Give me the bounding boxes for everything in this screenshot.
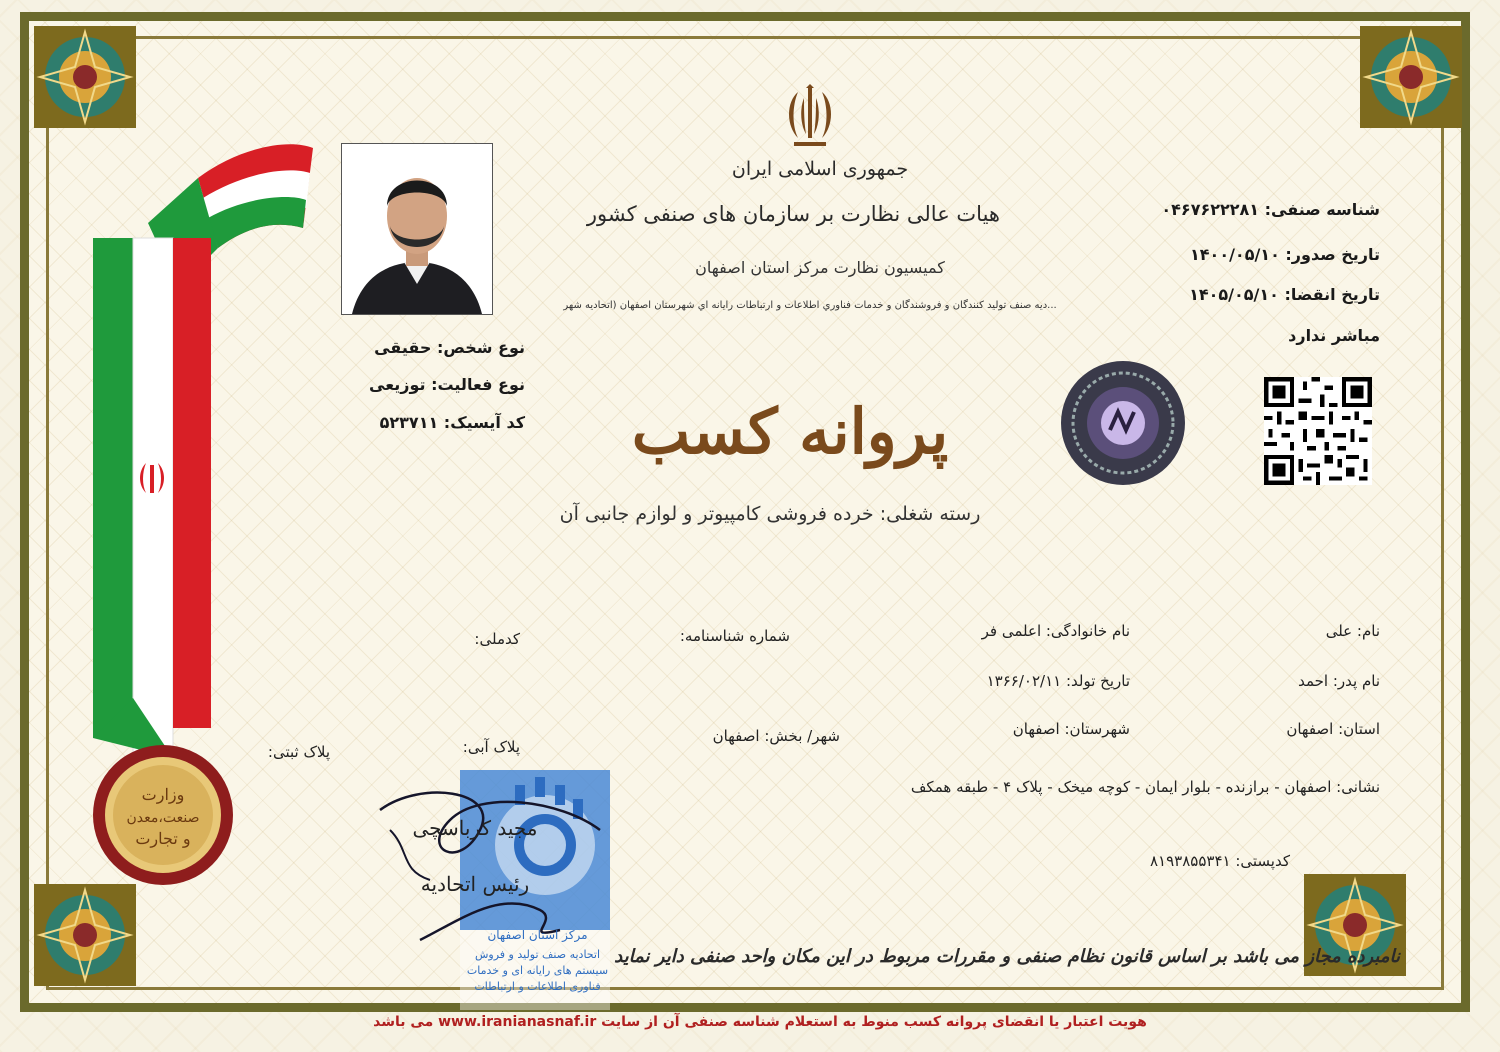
county-field: شهرستان: اصفهان (1012, 720, 1130, 738)
flag-ribbon-icon (88, 138, 328, 758)
ministry-seal-icon (88, 740, 238, 890)
stamp-text: مرکز استان اصفهان (487, 928, 588, 942)
national-emblem-icon (780, 84, 840, 148)
svg-text:و تجارت: و تجارت (135, 829, 191, 848)
qr-code-icon[interactable] (1264, 377, 1372, 485)
corner-ornament-icon (1356, 22, 1466, 132)
business-category: رسته شغلی: خرده فروشی کامپیوتر و لوازم جانبی آن (559, 503, 981, 525)
person-type: نوع شخص: حقیقی (374, 338, 525, 357)
signatory-name: مجید کرباسچی (412, 816, 538, 840)
legal-statement: نامبرده مجاز می باشد بر اساس قانون نظام صنفی و مقررات مربوط در این مکان واحد صنفی دایر نماید (614, 946, 1400, 967)
footer-notice[interactable]: هویت اعتبار یا انقضای پروانه کسب منوط به استعلام شناسه صنفی آن از سایت www.iranianasnaf.ir می باشد (373, 1014, 1147, 1030)
national-code-field: کدملی: (474, 630, 520, 648)
family-name-field: نام خانوادگی: اعلمی فر (981, 622, 1130, 640)
blue-plate-field: پلاک آبی: (462, 738, 520, 756)
stamp-text: سیستم های رایانه ای و خدمات (466, 964, 609, 977)
svg-text:وزارت: وزارت (141, 785, 185, 804)
signatory-title: رئیس اتحادیه (420, 872, 530, 896)
republic-title: جمهوری اسلامی ایران (731, 158, 909, 180)
corner-ornament-icon (30, 22, 140, 132)
expiry-date: تاریخ انقضا: ۱۴۰۵/۰۵/۱۰ (1189, 285, 1380, 304)
guild-id: شناسه صنفی: ۰۴۶۷۶۲۲۲۸۱ (1161, 200, 1380, 219)
city-field: شهر/ بخش: اصفهان (712, 727, 840, 745)
birth-date-field: تاریخ تولد: ۱۳۶۶/۰۲/۱۱ (986, 672, 1130, 690)
postal-code-field: کدپستی: ۸۱۹۳۸۵۵۳۴۱ (1150, 852, 1290, 870)
hologram-seal-icon (1060, 360, 1186, 486)
svg-text:صنعت،معدن: صنعت،معدن (126, 810, 200, 826)
isic-code: کد آیسیک: ۵۲۳۷۱۱ (379, 413, 525, 432)
father-name-field: نام پدر: احمد (1298, 672, 1380, 690)
board-title: هیات عالی نظارت بر سازمان های صنفی کشور (586, 202, 1000, 226)
issue-date: تاریخ صدور: ۱۴۰۰/۰۵/۱۰ (1190, 245, 1380, 264)
first-name-field: نام: علی (1325, 622, 1380, 640)
commission-title: کمیسیون نظارت مرکز استان اصفهان (695, 258, 945, 277)
activity-type: نوع فعالیت: توزیعی (369, 375, 525, 394)
id-number-field: شماره شناسنامه: (679, 627, 790, 645)
union-title: ...دیه صنف تولید کنندگان و فروشندگان و خدمات فناوري اطلاعات و ارتباطات رايانه اي شهرستان اصفهان (اتحادیه شهر (563, 300, 1057, 311)
owner-photo (341, 143, 493, 315)
province-field: استان: اصفهان (1286, 720, 1380, 738)
stamp-text: فناوری اطلاعات و ارتباطات (474, 980, 601, 993)
stamp-text: اتحادیه صنف تولید و فروش (474, 948, 601, 961)
manager-status: مباشر ندارد (1288, 326, 1380, 345)
address-field: نشانی: اصفهان - برازنده - بلوار ایمان - کوچه میخک - پلاک ۴ - طبقه همکف (910, 778, 1380, 796)
registered-plate-field: پلاک ثبتی: (267, 743, 330, 761)
corner-ornament-icon (30, 880, 140, 990)
license-title: پروانه کسب (631, 395, 949, 468)
